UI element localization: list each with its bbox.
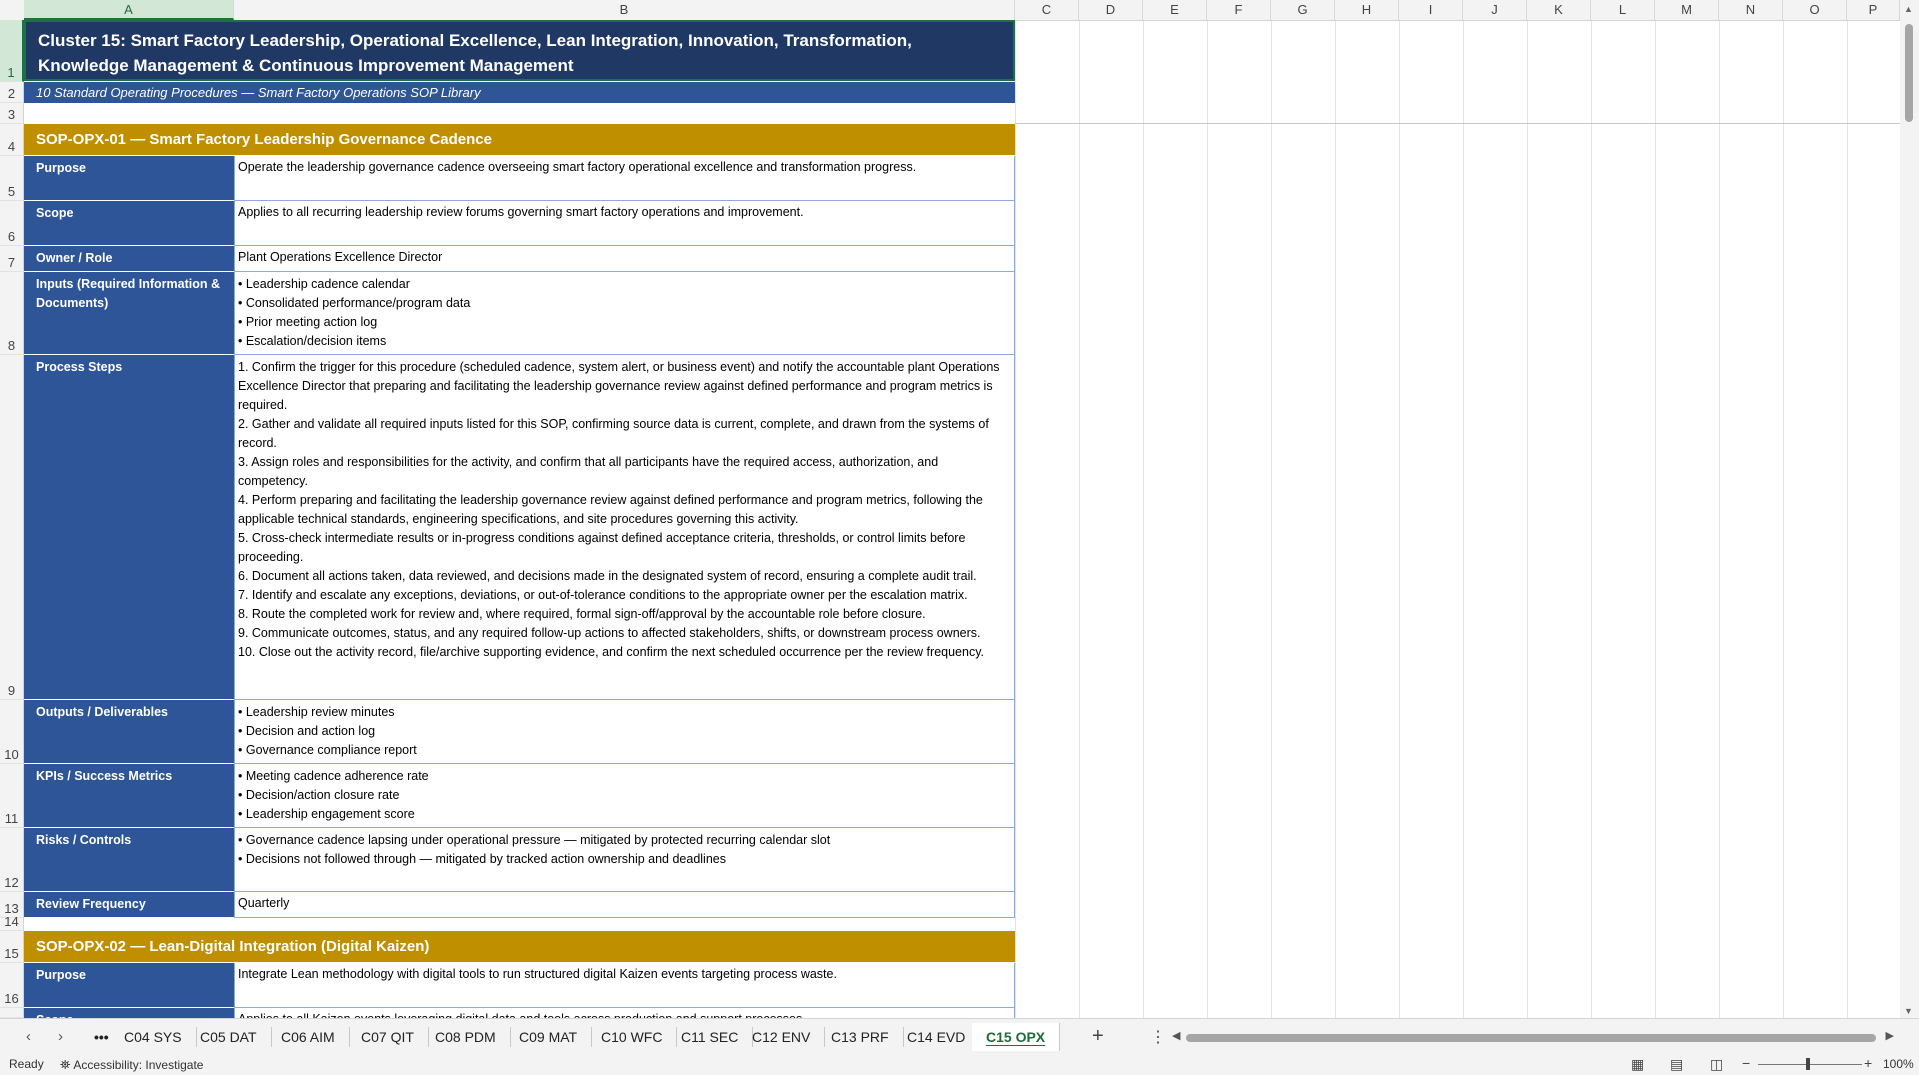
list-item: • Prior meeting action log	[238, 315, 378, 329]
gridline	[1591, 20, 1592, 1018]
process-step: 2. Gather and validate all required inputs listed for this SOP, confirming source data is current, complete, and drawn from the systems of record.	[238, 417, 989, 450]
sheet-tab-c14[interactable]: C14 EVD	[893, 1027, 980, 1047]
outputs-label[interactable]: Outputs / Deliverables	[24, 700, 234, 764]
select-all-corner[interactable]	[0, 0, 25, 20]
next-sheet-icon[interactable]: ›	[58, 1028, 63, 1045]
list-item: • Decisions not followed through — mitigated by tracked action ownership and deadlines	[238, 852, 726, 866]
accessibility-label: Accessibility: Investigate	[73, 1058, 204, 1072]
row-header-13[interactable]: 13	[0, 892, 24, 918]
gridline	[1655, 20, 1656, 1018]
sop-header[interactable]: SOP-OPX-01 — Smart Factory Leadership Governance Cadence	[24, 124, 1015, 155]
sheet-tab-c06[interactable]: C06 AIM	[267, 1027, 350, 1047]
accessibility-status-button[interactable]	[60, 1057, 203, 1073]
column-header-bar	[0, 0, 1900, 21]
scroll-left-icon[interactable]: ◀	[1172, 1030, 1181, 1042]
scope-value[interactable]: Applies to all recurring leadership review forums governing smart factory operations and improvement.	[234, 201, 1015, 246]
horizontal-scroll-thumb[interactable]	[1186, 1034, 1876, 1042]
process-step: 7. Identify and escalate any exceptions, deviations, or out-of-tolerance conditions to the appropriate owner per the escalation matrix.	[238, 588, 968, 602]
purpose-label[interactable]: Purpose	[24, 963, 234, 1008]
zoom-slider-thumb[interactable]	[1806, 1058, 1810, 1070]
process-step: 9. Communicate outcomes, status, and any required follow-up actions to affected stakeholders, shifts, or downstream process owners.	[238, 626, 981, 640]
process-steps-value[interactable]	[234, 355, 1015, 700]
list-item: • Leadership engagement score	[238, 807, 415, 821]
process-step: 10. Close out the activity record, file/archive supporting evidence, and confirm the next scheduled occurrence per the review frequency.	[238, 645, 985, 659]
normal-view-icon[interactable]: ▦	[1631, 1056, 1645, 1072]
review-frequency-label[interactable]: Review Frequency	[24, 892, 234, 918]
gridline	[1143, 20, 1144, 1018]
gridline	[1335, 20, 1336, 1018]
zoom-level[interactable]: 100%	[1883, 1057, 1914, 1071]
zoom-in-button[interactable]: +	[1864, 1055, 1873, 1071]
previous-sheet-icon[interactable]: ‹	[26, 1028, 31, 1045]
row-header-1[interactable]: 1	[0, 20, 24, 82]
row-header-2[interactable]: 2	[0, 82, 24, 103]
column-header-o[interactable]: O	[1783, 0, 1847, 20]
zoom-slider[interactable]	[1758, 1064, 1862, 1065]
process-step: 1. Confirm the trigger for this procedure (scheduled cadence, system alert, or business event) and notify the accountable plant Operations Excellence Director that preparing and facilitating the leadership governance review against defined performance and program metrics is required.	[238, 360, 1000, 412]
row-header-12[interactable]: 12	[0, 828, 24, 892]
column-header-m[interactable]: M	[1655, 0, 1719, 20]
purpose-label[interactable]: Purpose	[24, 156, 234, 201]
row-header-3[interactable]: 3	[0, 103, 24, 124]
process-step: 3. Assign roles and responsibilities for the activity, and confirm that all participants have the required access, authorization, and competency.	[238, 455, 939, 488]
column-header-e[interactable]: E	[1143, 0, 1207, 20]
gridline	[1015, 123, 1900, 124]
list-item: • Governance cadence lapsing under operational pressure — mitigated by protected recurring calendar slot	[238, 833, 831, 847]
list-item: • Decision/action closure rate	[238, 788, 400, 802]
column-header-i[interactable]: I	[1399, 0, 1463, 20]
sheet-tab-c07[interactable]: C07 QIT	[347, 1027, 429, 1047]
scroll-down-icon[interactable]: ▼	[1904, 1006, 1913, 1016]
process-step: 4. Perform preparing and facilitating the leadership governance review against defined performance and program metrics, following the applicable technical standards, engineering specifications, and site procedures governing this activity.	[238, 493, 983, 526]
status-bar	[0, 1054, 1919, 1075]
inputs-label[interactable]: Inputs (Required Information & Documents)	[24, 272, 234, 355]
column-header-j[interactable]: J	[1463, 0, 1527, 20]
row-header-7[interactable]: 7	[0, 246, 24, 272]
scroll-up-icon[interactable]: ▲	[1904, 4, 1913, 14]
sheet-tab-c10[interactable]: C10 WFC	[587, 1027, 677, 1047]
inputs-value[interactable]	[234, 272, 1015, 355]
sheet-tab-bar	[0, 1018, 1919, 1055]
accessibility-icon: ⛯	[60, 1057, 71, 1072]
sop-header[interactable]: SOP-OPX-02 — Lean-Digital Integration (Digital Kaizen)	[24, 931, 1015, 962]
gridline	[1847, 20, 1848, 1018]
outputs-value[interactable]	[234, 700, 1015, 764]
list-item: • Leadership cadence calendar	[238, 277, 410, 291]
gridline	[1527, 20, 1528, 1018]
scope-label[interactable]: Scope	[24, 201, 234, 246]
add-sheet-button[interactable]: +	[1092, 1025, 1104, 1047]
owner-value[interactable]: Plant Operations Excellence Director	[234, 246, 1015, 272]
list-item: • Decision and action log	[238, 724, 376, 738]
row-header-5[interactable]: 5	[0, 156, 24, 201]
status-ready-text: Ready	[9, 1057, 44, 1071]
column-header-l[interactable]: L	[1591, 0, 1655, 20]
sheet-tab-c08[interactable]: C08 PDM	[421, 1027, 511, 1047]
vertical-scroll-thumb[interactable]	[1905, 24, 1913, 122]
sheet-subtitle-cell[interactable]: 10 Standard Operating Procedures — Smart Factory Operations SOP Library	[24, 82, 1015, 103]
row-header-16[interactable]: 16	[0, 963, 24, 1008]
owner-label[interactable]: Owner / Role	[24, 246, 234, 272]
process-step: 5. Cross-check intermediate results or in-progress conditions against defined acceptance criteria, thresholds, or control limits before proceeding.	[238, 531, 966, 564]
scroll-right-icon[interactable]: ▶	[1885, 1030, 1894, 1042]
kpis-value[interactable]	[234, 764, 1015, 828]
column-header-k[interactable]: K	[1527, 0, 1591, 20]
process-steps-label[interactable]: Process Steps	[24, 355, 234, 700]
review-frequency-value[interactable]: Quarterly	[234, 892, 1015, 918]
list-item: • Governance compliance report	[238, 743, 417, 757]
row-header-9[interactable]: 9	[0, 355, 24, 700]
vertical-scrollbar[interactable]	[1900, 0, 1919, 1018]
gridline	[1719, 20, 1720, 1018]
row-header-10[interactable]: 10	[0, 700, 24, 764]
purpose-value[interactable]: Operate the leadership governance cadence overseeing smart factory operational excellence and transformation progress.	[234, 156, 1015, 201]
risks-value[interactable]	[234, 828, 1015, 892]
column-header-d[interactable]: D	[1079, 0, 1143, 20]
list-item: • Meeting cadence adherence rate	[238, 769, 429, 783]
page-break-preview-icon[interactable]: ◫	[1710, 1056, 1724, 1072]
column-header-f[interactable]: F	[1207, 0, 1271, 20]
column-header-h[interactable]: H	[1335, 0, 1399, 20]
column-header-p[interactable]: P	[1847, 0, 1900, 20]
row-header-8[interactable]: 8	[0, 272, 24, 355]
risks-label[interactable]: Risks / Controls	[24, 828, 234, 892]
kpis-label[interactable]: KPIs / Success Metrics	[24, 764, 234, 828]
column-header-n[interactable]: N	[1719, 0, 1783, 20]
zoom-out-button[interactable]: −	[1742, 1055, 1751, 1071]
sheet-tab-c09[interactable]: C09 MAT	[505, 1027, 592, 1047]
column-header-g[interactable]: G	[1271, 0, 1335, 20]
row-header-14[interactable]: 14	[0, 918, 24, 931]
column-header-c[interactable]: C	[1015, 0, 1079, 20]
column-header-a[interactable]: A	[24, 0, 234, 20]
sheet-tab-c13[interactable]: C13 PRF	[817, 1027, 904, 1047]
sheet-tab-c04[interactable]: C04 SYS	[110, 1027, 197, 1047]
row-header-15[interactable]: 15	[0, 931, 24, 963]
row-header-17[interactable]	[0, 1008, 24, 1018]
row-header-6[interactable]: 6	[0, 201, 24, 246]
column-header-b[interactable]: B	[234, 0, 1015, 20]
sheet-options-icon[interactable]: ⋮	[1150, 1029, 1166, 1046]
purpose-value[interactable]: Integrate Lean methodology with digital tools to run structured digital Kaizen events targeting process waste.	[234, 963, 1015, 1008]
sheet-tab-c11[interactable]: C11 SEC	[667, 1027, 753, 1047]
row-header-11[interactable]: 11	[0, 764, 24, 828]
sheet-tab-c12[interactable]: C12 ENV	[738, 1027, 825, 1047]
process-step: 6. Document all actions taken, data reviewed, and decisions made in the designated system of record, ensuring a complete audit trail.	[238, 569, 977, 583]
gridline	[1271, 20, 1272, 1018]
more-sheets-button[interactable]: •••	[94, 1029, 109, 1045]
gridline	[1783, 20, 1784, 1018]
sheet-tab-c15-active[interactable]: C15 OPX	[972, 1023, 1060, 1051]
sheet-title-cell[interactable]: Cluster 15: Smart Factory Leadership, Operational Excellence, Lean Integration, Innovation, Transformation, Knowledge Management & Continuous Improvement Management	[24, 20, 1015, 81]
row-header-4[interactable]: 4	[0, 124, 24, 156]
gridline	[1463, 20, 1464, 1018]
gridline	[1015, 20, 1016, 1018]
gridline	[1207, 20, 1208, 1018]
page-layout-view-icon[interactable]: ▤	[1670, 1056, 1684, 1072]
process-step: 8. Route the completed work for review and, where required, formal sign-off/approval by the accountable role before closure.	[238, 607, 926, 621]
sheet-tab-c05[interactable]: C05 DAT	[186, 1027, 272, 1047]
horizontal-scrollbar[interactable]	[1172, 1031, 1894, 1043]
list-item: • Leadership review minutes	[238, 705, 395, 719]
list-item: • Consolidated performance/program data	[238, 296, 471, 310]
gridline	[1399, 20, 1400, 1018]
gridline	[1079, 20, 1080, 1018]
list-item: • Escalation/decision items	[238, 334, 387, 348]
